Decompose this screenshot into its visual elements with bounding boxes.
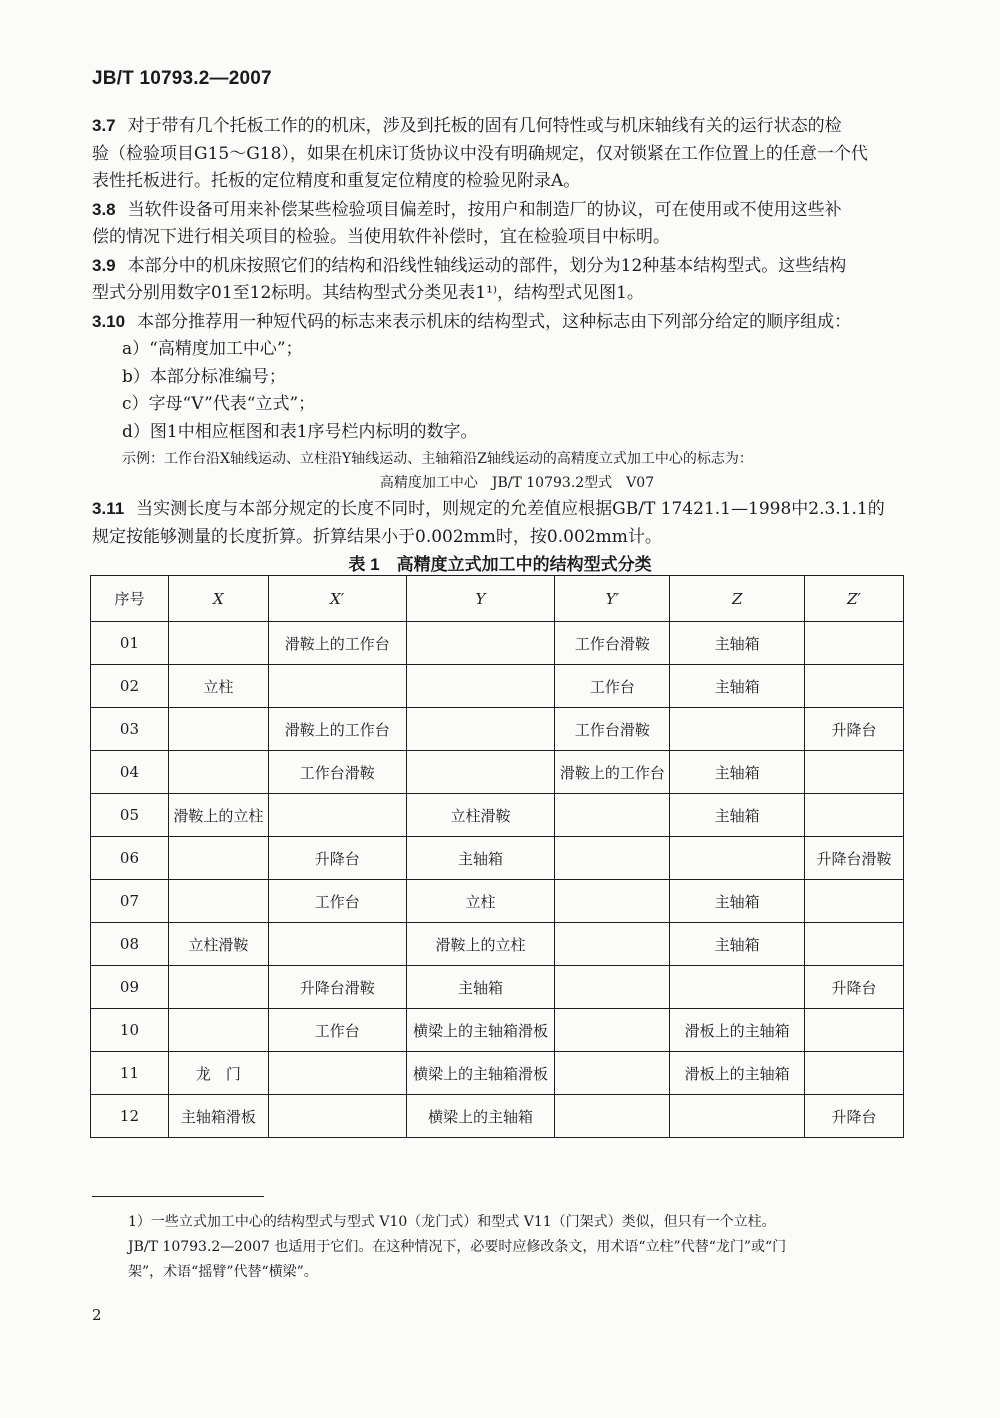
table-cell <box>555 1009 670 1052</box>
table-cell <box>805 665 904 708</box>
list-item-a: a）“高精度加工中心”； <box>122 339 303 359</box>
row-number-cell: 09 <box>91 966 169 1009</box>
table-cell <box>805 880 904 923</box>
row-number-cell: 01 <box>91 622 169 665</box>
table-cell <box>670 708 805 751</box>
row-number-cell: 03 <box>91 708 169 751</box>
clause-number: 3.11 <box>92 499 125 518</box>
table-cell: 主轴箱滑板 <box>168 1095 268 1138</box>
table-row <box>91 665 904 708</box>
row-number-cell: 08 <box>91 923 169 966</box>
table-cell: 主轴箱 <box>670 622 805 665</box>
footnote <box>128 1210 903 1285</box>
header-cell: Z <box>670 576 805 622</box>
table-cell: 升降台 <box>805 708 904 751</box>
table-cell <box>168 966 268 1009</box>
table-row <box>91 1052 904 1095</box>
table-cell <box>805 1052 904 1095</box>
table-cell <box>168 1009 268 1052</box>
table-caption: 表 1 高精度立式加工中的结构型式分类 <box>348 555 652 574</box>
list-item-b: b）本部分标准编号； <box>122 366 286 387</box>
table-cell: 工作台 <box>268 880 406 923</box>
table-cell: 升降台 <box>268 837 406 880</box>
clause-line: 本部分中的机床按照它们的结构和沿线性轴线运动的部件，划分为12种基本结构型式。这些结构 <box>127 255 847 276</box>
row-number-cell: 06 <box>91 837 169 880</box>
table-cell <box>268 794 406 837</box>
table-cell: 工作台滑鞍 <box>555 708 670 751</box>
table-cell: 滑鞍上的工作台 <box>555 751 670 794</box>
clause-3-8 <box>92 196 912 252</box>
table-cell: 主轴箱 <box>670 751 805 794</box>
table-cell <box>168 708 268 751</box>
table-cell: 主轴箱 <box>670 923 805 966</box>
table-cell: 工作台滑鞍 <box>268 751 406 794</box>
table-cell <box>268 1095 406 1138</box>
clause-line: 偿的情况下进行相关项目的检验。当使用软件补偿时，宜在检验项目中标明。 <box>92 227 670 247</box>
table-cell <box>670 837 805 880</box>
table-cell: 主轴箱 <box>670 665 805 708</box>
table-cell <box>268 1052 406 1095</box>
table-cell: 滑板上的主轴箱 <box>670 1009 805 1052</box>
table-cell <box>268 923 406 966</box>
table-cell: 升降台滑鞍 <box>268 966 406 1009</box>
table-cell <box>555 1052 670 1095</box>
table-cell: 主轴箱 <box>670 794 805 837</box>
footnote-divider <box>92 1196 264 1197</box>
row-number-cell: 05 <box>91 794 169 837</box>
example-note: 示例：工作台沿X轴线运动、立柱沿Y轴线运动、主轴箱沿Z轴线运动的高精度立式加工中心的标志为： <box>122 451 753 467</box>
row-number-cell: 10 <box>91 1009 169 1052</box>
header-cell: Y′ <box>555 576 670 622</box>
clause-number: 3.8 <box>92 199 116 219</box>
structure-type-table <box>90 575 904 1138</box>
clause-line: 当软件设备可用来补偿某些检验项目偏差时，按用户和制造厂的协议，可在使用或不使用这些补 <box>127 199 842 220</box>
example-designation: 高精度加工中心 JB/T 10793.2型式 V07 <box>379 475 655 491</box>
table-cell <box>406 708 555 751</box>
header-cell: 序号 <box>91 576 169 622</box>
table-row <box>91 1095 904 1138</box>
row-number-cell: 02 <box>91 665 169 708</box>
table-cell <box>670 1095 805 1138</box>
table-cell <box>555 923 670 966</box>
table-cell <box>406 622 555 665</box>
table-cell <box>805 794 904 837</box>
row-number-cell: 12 <box>91 1095 169 1138</box>
header-cell: X <box>168 576 268 622</box>
table-cell: 立柱 <box>406 880 555 923</box>
table-row <box>91 622 904 665</box>
clause-line: 对于带有几个托板工作的的机床，涉及到托板的固有几何特性或与机床轴线有关的运行状态的检 <box>127 116 842 136</box>
footnote-line: 1）一些立式加工中心的结构型式与型式 V10（龙门式）和型式 V11（门架式）类似，但只有一个立柱。 <box>128 1214 776 1230</box>
table-cell: 主轴箱 <box>406 966 555 1009</box>
table-row <box>91 708 904 751</box>
list-item-c: c）字母“V”代表“立式”； <box>122 394 316 414</box>
clause-3-11 <box>92 495 912 551</box>
table-cell: 滑鞍上的工作台 <box>268 708 406 751</box>
table-cell: 滑板上的主轴箱 <box>670 1052 805 1095</box>
table-cell: 工作台 <box>555 665 670 708</box>
table-cell <box>670 966 805 1009</box>
table-row <box>91 966 904 1009</box>
table-cell: 主轴箱 <box>406 837 555 880</box>
row-number-cell: 07 <box>91 880 169 923</box>
table-cell: 立柱滑鞍 <box>406 794 555 837</box>
row-number-cell: 04 <box>91 751 169 794</box>
clause-number: 3.10 <box>92 311 126 331</box>
table-row <box>91 923 904 966</box>
header-cell: Y <box>406 576 555 622</box>
clause-3-10 <box>92 308 912 337</box>
table-cell: 升降台滑鞍 <box>805 837 904 880</box>
table-row <box>91 880 904 923</box>
standard-code-header: JB/T 10793.2—2007 <box>92 68 272 89</box>
table-cell: 横梁上的主轴箱 <box>406 1095 555 1138</box>
table-cell: 横梁上的主轴箱滑板 <box>406 1052 555 1095</box>
table-cell: 立柱 <box>168 665 268 708</box>
clause-3-7 <box>92 112 912 196</box>
table-cell <box>805 1009 904 1052</box>
table-cell <box>168 751 268 794</box>
table-cell <box>805 622 904 665</box>
table-cell: 升降台 <box>805 966 904 1009</box>
table-cell <box>555 880 670 923</box>
table-cell <box>555 794 670 837</box>
table-cell: 横梁上的主轴箱滑板 <box>406 1009 555 1052</box>
table-cell <box>555 1095 670 1138</box>
clause-line: 本部分推荐用一种短代码的标志来表示机床的结构型式，这种标志由下列部分给定的顺序组成： <box>137 311 852 332</box>
table-cell: 滑鞍上的立柱 <box>168 794 268 837</box>
clauses-body <box>92 112 912 551</box>
table-cell: 滑鞍上的工作台 <box>268 622 406 665</box>
table-row <box>91 751 904 794</box>
clause-line: 当实测长度与本部分规定的长度不同时，则规定的允差值应根据GB/T 17421.1—1998中2.3.1.1的 <box>136 499 885 519</box>
table-cell: 立柱滑鞍 <box>168 923 268 966</box>
table-cell: 龙 门 <box>168 1052 268 1095</box>
table-cell <box>805 923 904 966</box>
clause-3-9 <box>92 252 912 308</box>
table-cell <box>406 751 555 794</box>
header-cell: Z′ <box>805 576 904 622</box>
table-cell: 主轴箱 <box>670 880 805 923</box>
table-row <box>91 794 904 837</box>
table-body <box>91 622 904 1138</box>
clause-number: 3.9 <box>92 255 116 275</box>
table-row <box>91 1009 904 1052</box>
table-cell: 升降台 <box>805 1095 904 1138</box>
clause-number: 3.7 <box>92 116 116 135</box>
table-cell: 工作台滑鞍 <box>555 622 670 665</box>
footnote-line: 架”，术语“摇臂”代替“横梁”。 <box>128 1264 318 1280</box>
clause-line: 型式分别用数字01至12标明。其结构型式分类见表1¹⁾，结构型式见图1。 <box>92 283 644 303</box>
table-cell: 工作台 <box>268 1009 406 1052</box>
clause-line: 规定按能够测量的长度折算。折算结果小于0.002mm时，按0.002mm计。 <box>92 526 662 547</box>
table-cell <box>555 837 670 880</box>
table-cell <box>168 622 268 665</box>
header-cell: X′ <box>268 576 406 622</box>
page-number: 2 <box>92 1306 102 1324</box>
table-cell <box>168 880 268 923</box>
row-number-cell: 11 <box>91 1052 169 1095</box>
table-header-row <box>91 576 904 622</box>
list-item-d: d）图1中相应框图和表1序号栏内标明的数字。 <box>122 421 478 442</box>
footnote-line: JB/T 10793.2—2007 也适用于它们。在这种情况下，必要时应修改条文，用术语“立柱”代替“龙门”或“门 <box>128 1239 787 1255</box>
table-cell: 滑鞍上的立柱 <box>406 923 555 966</box>
clause-line: 验（检验项目G15～G18），如果在机床订货协议中没有明确规定，仅对锁紧在工作位置上的任意一个代 <box>92 143 868 164</box>
table-cell <box>805 751 904 794</box>
table-cell <box>555 966 670 1009</box>
clause-line: 表性托板进行。托板的定位精度和重复定位精度的检验见附录A。 <box>92 171 581 191</box>
table-cell <box>406 665 555 708</box>
table-cell <box>268 665 406 708</box>
table-row <box>91 837 904 880</box>
table-cell <box>168 837 268 880</box>
